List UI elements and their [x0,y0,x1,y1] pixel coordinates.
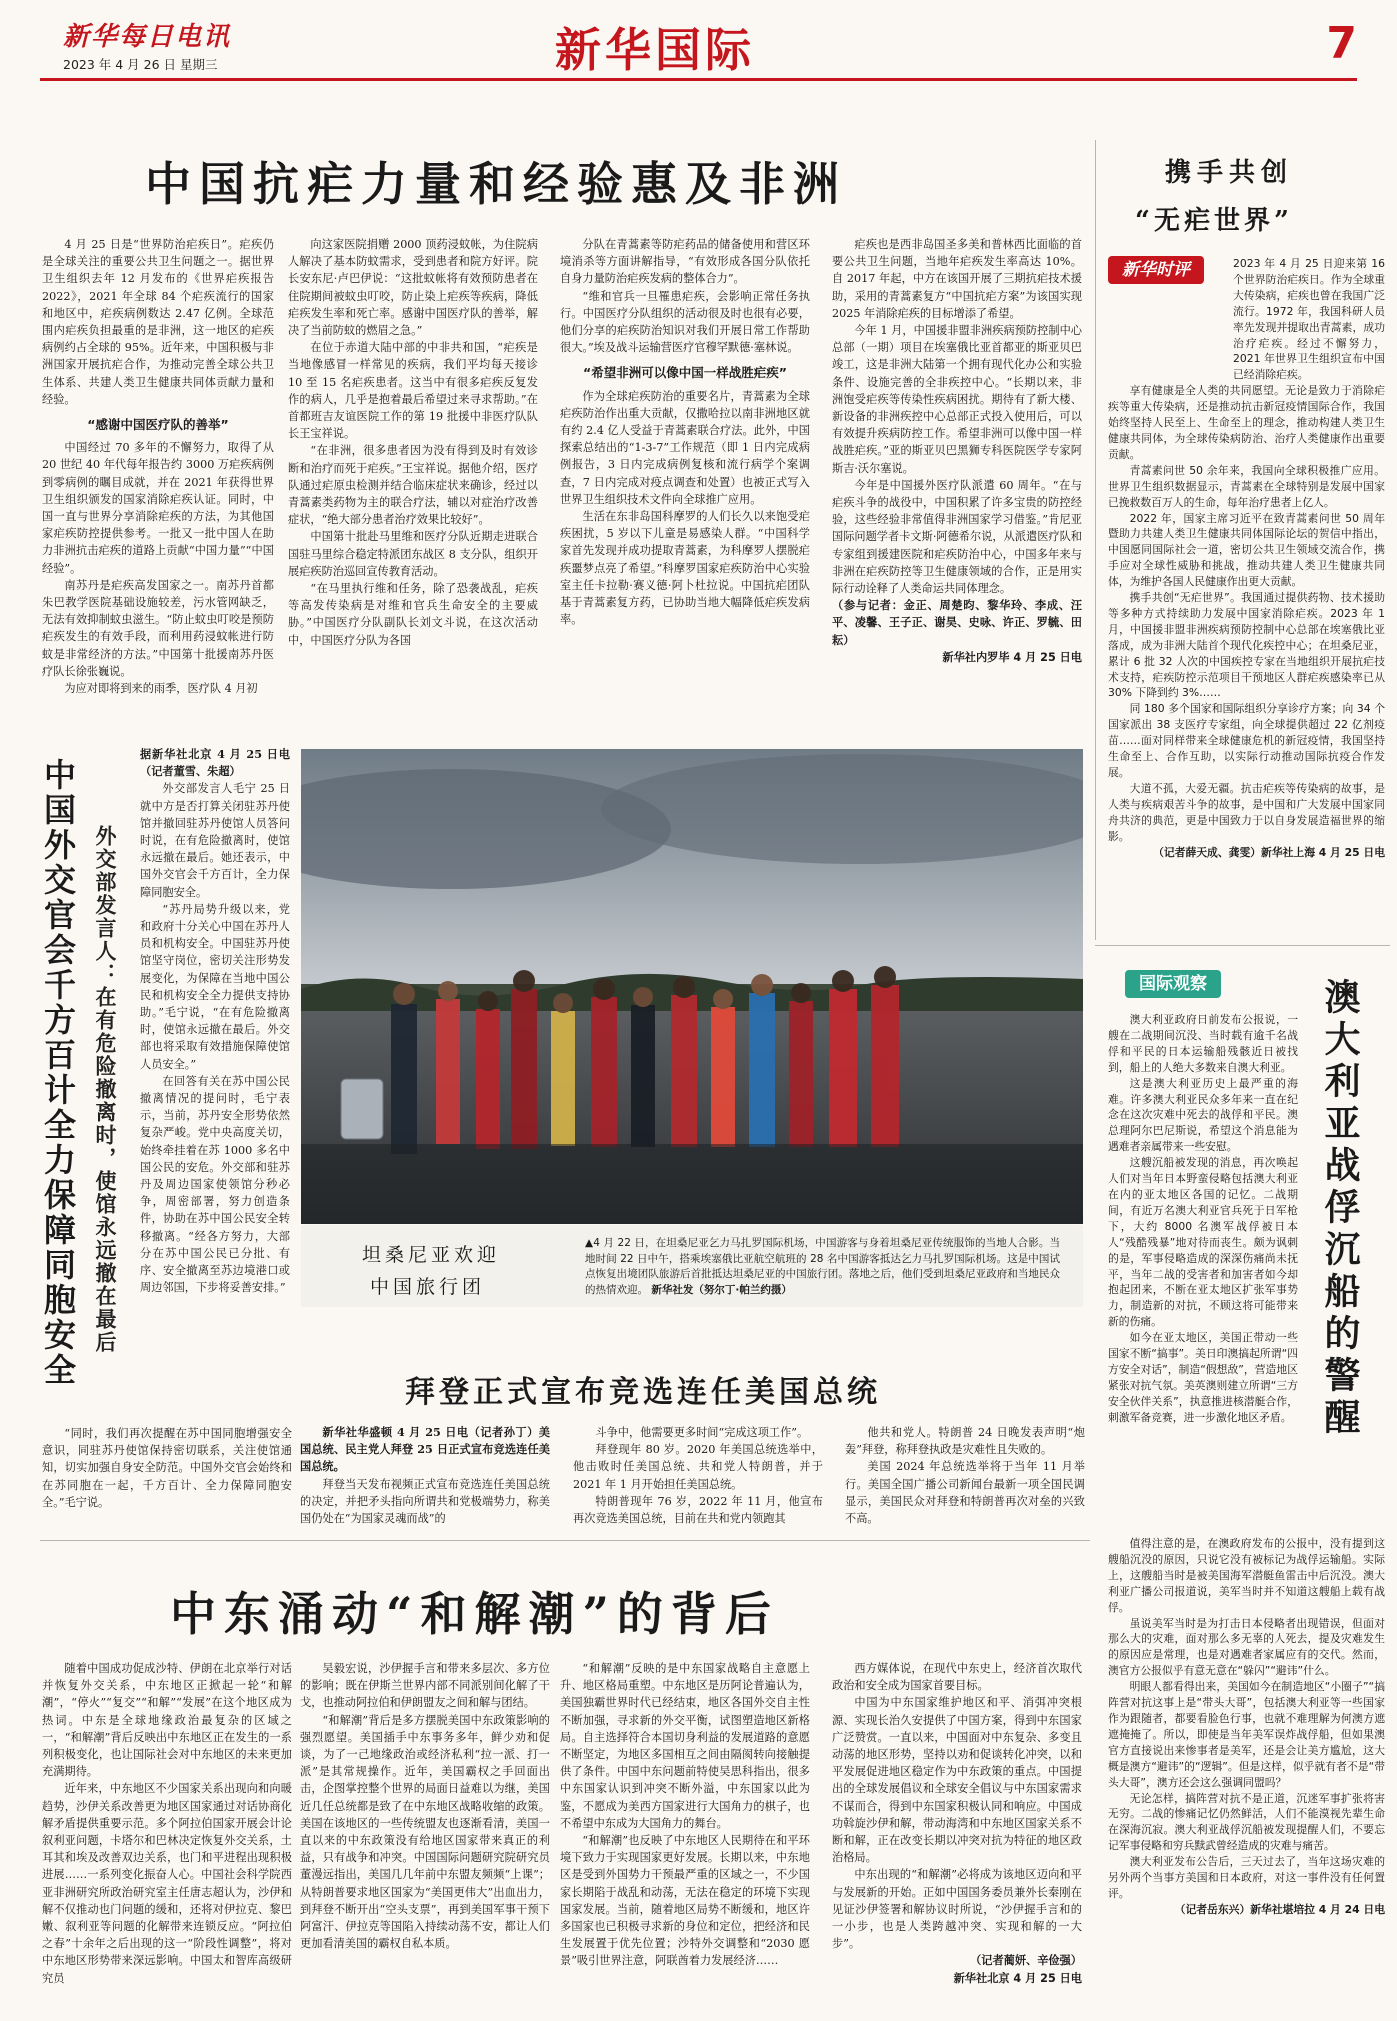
masthead-rule [40,78,1357,81]
paper-name: 新华每日电讯 [63,22,232,52]
article4-headline: 中东涌动“和解潮”的背后 [170,1587,779,1641]
article4-dateline: 新华社北京 4 月 25 日电 [953,1971,1082,1985]
article2-body: 据新华社北京 4 月 25 日电（记者董雪、朱超） 外交部发言人毛宁 25 日就中方是否打算关闭驻苏丹使馆并撤回驻苏丹使馆人员答问时说，在有危险撤离时，使馆永远撤在最后。她还表示，中国外交官会千方百计，全力保障同胞安全。 “苏丹局势升级以来，党和政府十分关心中国在苏丹人员和机构安全。中国驻苏丹使馆坚守岗位，密切关注形势发展变化，为保障在当地中国公民和机构安全全力提供支持协助。”毛宁说，“在有危险撤离时，使馆永远撤在最后。外交部也将采取有效措施保障使馆人员安全。” 在回答有关在苏中国公民撤离情况的提问时，毛宁表示，当前，苏丹安全形势依然复杂严峻。党中央高度关切，始终牵挂着在苏 1000 多名中国公民的安危。外交部和驻苏丹及周边国家使领馆分秒必争，周密部署，努力创造条件，协助在苏中国公民安全转移撤离。“经各方努力，大部分在苏中国公民已分批、有序、安全撤离至苏边境港口或周边邻国，下步将妥善安排。” [140,747,290,1295]
commentary-headline-line2: “无疟世界” [1135,206,1293,236]
photo-image [301,749,1083,1224]
article5-headline: 澳大利亚战俘沉船的警醒 [1319,978,1361,1440]
article3-col3: 他共和党人。特朗普 24 日晚发表声明“炮轰”拜登，称拜登执政是灾难性且失败的。 美国 2024 年总统选举将于当年 11 月举行。美国全国广播公司新闻台最新一项全国民调显示，美国民众对拜登和特朗普再次对垒的兴致不高。 [845,1426,1085,1526]
article1-headline: 中国抗疟力量和经验惠及非洲 [145,157,847,211]
article4-reporters: （记者蔺妍、辛俭强） [970,1954,1082,1968]
article1-col4: 疟疾也是西非岛国圣多美和普林西比面临的首要公共卫生问题，当地年疟疾发生率高达 10%。自 2017 年起，中方在该国开展了三期抗疟技术援助，采用的青蒿素复方“中国抗疟方案”为该国实现 2025 年消除疟疾的目标增添了希望。 今年 1 月，中国援非盟非洲疾病预防控制中心总部（一期）项目在埃塞俄比亚首都亚的斯亚贝巴竣工，这是非洲大陆第一个拥有现代化办公和实验条件、设施完善的全非疾控中心。“长期以来，非洲饱受疟疾等传染性疾病困扰。期待有了新大楼、新设备的非洲疾控中心总部正式投入使用后，可以有效提升疾病防控工作。希望非洲可以像中国一样战胜疟疾。”亚的斯亚贝巴黑狮专科医院医学专家阿斯吉·沃尔塞说。 今年是中国援外医疗队派遣 60 周年。“在与疟疾斗争的战役中，中国积累了许多宝贵的防控经验，这些经验非常值得非洲国家学习借鉴。”肯尼亚国际问题学者卡文斯·阿德希尔说，从派遣医疗队和专家组到援建医院和疟疾防治中心，中国多年来与非洲在疟疾防控等卫生健康领域的合作，正是用实际行动诠释了人类命运共同体理念。 （参与记者：金正、周楚昀、黎华玲、李成、汪平、凌馨、王子正、谢昊、史咏、许正、罗毓、田耘） 新华社内罗毕 4 月 25 日电 [832,236,1082,706]
article2-body-end: “同时，我们再次提醒在苏中国同胞增强安全意识，同驻苏丹使馆保持密切联系，关注使馆通知，切实加强自身安全防范。中国外交官会始终和在苏同胞在一起，千方百计、全力保障同胞安全。”毛宁说。 [42,1427,292,1509]
commentary-dateline: （记者薛天成、龚雯）新华社上海 4 月 25 日电 [1153,845,1385,859]
article1-subhead1: “感谢中国医疗队的善举” [87,417,229,433]
article2-headline: 中国外交官会千方百计全力保障同胞安全 [39,758,77,1388]
article1-col1: 4 月 25 日是“世界防治疟疾日”。疟疾仍是全球关注的重要公共卫生问题之一。据世界卫生组织去年 12 月发布的《世界疟疾报告 2022》，2021 年全球 84 个疟疾流行的国家和地区中，疟疾病例数达 2.47 亿例。全球范围内疟疾负担最重的是非洲，这一地区的疟疾病例约占全球的 95%。近年来，中国积极与非洲国家开展抗疟合作，为推动完善全球公共卫生体系、共建人类卫生健康共同体贡献力量和经验。 “感谢中国医疗队的善举” 中国经过 70 多年的不懈努力，取得了从 20 世纪 40 年代每年报告约 3000 万疟疾病例到零病例的瞩目成就，并在 2021 年获得世界卫生组织颁发的国家消除疟疾认证。同时，中国一直与世界分享消除疟疾的方法，为其他国家疟疾防控提供参考。一批又一批中国人在助力非洲抗击疟疾的道路上贡献“中国力量”“中国经验”。 南苏丹是疟疾高发国家之一。南苏丹首都朱巴教学医院基础设施较差，污水管网缺乏，无法有效抑制蚊虫滋生。“防止蚊虫叮咬是预防疟疾发生的有效手段，而利用药浸蚊帐进行防蚊是非常经济的方法。”中国第十批援南苏丹医疗队长徐张巍说。 为应对即将到来的雨季，医疗队 4 月初 [42,238,274,696]
article1-col2: 向这家医院捐赠 2000 顶药浸蚊帐，为住院病人解决了基本防蚊需求，受到患者和院方好评。院长安东尼·卢巴伊说：“这批蚊帐将有效预防患者在住院期间被蚊虫叮咬，防止染上疟疾等疾病，降低疟疾发生率和死亡率。感谢中国医疗队的善举，解决了当前防蚊的燃眉之急。” 在位于赤道大陆中部的中非共和国，“疟疾是当地像感冒一样常见的疾病，我们平均每天接诊 10 至 15 名疟疾患者。这当中有很多疟疾反复发作的病人，几乎是抱着最后希望过来寻求帮助。”在首都班吉友谊医院工作的第 19 批援中非医疗队队长王宝祥说。 “在非洲，很多患者因为没有得到及时有效诊断和治疗而死于疟疾。”王宝祥说。据他介绍，医疗队通过疟原虫检测并结合临床症状来确诊，经过以青蒿素类药物为主的联合疗法，辅以对症治疗改善症状，“绝大部分患者治疗效果比较好”。 中国第十批赴马里维和医疗分队近期走进联合国驻马里综合稳定特派团东战区 8 支分队，组织开展疟疾防治巡回宣传教育活动。 “在马里执行维和任务，除了恐袭战乱，疟疾等高发传染病是对维和官兵生命安全的主要威胁。”中国医疗分队副队长刘文斗说，在这次活动中，中国医疗分队为各国 [288,238,538,647]
page-number: 7 [1326,18,1357,69]
masthead [63,16,293,73]
issue-date: 2023 年 4 月 26 日 星期三 [63,57,218,72]
photo-tanzania-welcome [301,749,1083,1224]
section-divider-bottom [40,1540,1090,1541]
article1-subhead2: “希望非洲可以像中国一样战胜疟疾” [583,365,787,381]
article5-tag: 国际观察 [1125,970,1221,998]
column-divider [1095,140,1096,940]
article1-reporters: （参与记者：金正、周楚昀、黎华玲、李成、汪平、凌馨、王子正、谢昊、史咏、许正、罗毓、田耘） [832,598,1082,647]
article3-col1: 新华社华盛顿 4 月 25 日电（记者孙丁）美国总统、民主党人拜登 25 日正式宣布竞选连任美国总统。 拜登当天发布视频正式宣布竞选连任美国总统的决定，并把矛头指向所谓共和党极端势力，称美国仍处在“为国家灵魂而战”的 [300,1425,550,1526]
article3-col2: 斗争中，他需要更多时间“完成这项工作”。 拜登现年 80 岁。2020 年美国总统选举中，他击败时任美国总统、共和党人特朗普，并于 2021 年 1 月开始担任美国总统。 特朗普现年 76 岁，2022 年 11 月，他宣布再次竞选美国总统，目前在共和党内领跑其 [573,1426,823,1526]
photo-title-line1: 坦桑尼亚欢迎 [362,1244,501,1266]
section-title: 新华国际 [555,23,755,77]
article1-dateline: 新华社内罗毕 4 月 25 日电 [942,650,1082,664]
photo-credit: 新华社发（努尔丁·帕兰约摄） [651,1283,792,1296]
article2-byline: 据新华社北京 4 月 25 日电（记者董雪、朱超） [140,747,290,779]
commentary-body: 2023 年 4 月 25 日迎来第 16 个世界防治疟疾日。作为全球重大传染病，疟疾也曾在我国广泛流行。1972 年，我国科研人员率先发现并提取出青蒿素，成功治疗疟疾。经过不懈努力，2021 年世界卫生组织宣布中国已经消除疟疾。 享有健康是全人类的共同愿望。无论是致力于消除疟疾等重大传染病，还是推动抗击新冠疫情国际合作，我国始终坚持人民至上、生命至上的理念，推动构建人类卫生健康共同体，为全球传染病防治、治疗人类健康作出重要贡献。 青蒿素问世 50 余年来，我国向全球积极推广应用。世界卫生组织数据显示，青蒿素在全球特别是发展中国家已挽救数百万人的生命，每年治疗患者上亿人。 2022 年，国家主席习近平在致青蒿素问世 50 周年暨助力共建人类卫生健康共同体国际论坛的贺信中指出，中国愿同国际社会一道，密切公共卫生领域交流合作，携手应对全球性威胁和挑战，推动共建人类卫生健康共同体，为维护各国人民健康作出更大贡献。 携手共创“无疟世界”。我国通过提供药物、技术援助等多种方式持续助力发展中国家消除疟疾。2023 年 1 月，中国援非盟非洲疾病预防控制中心总部在埃塞俄比亚落成，成为非洲大陆首个现代化疾控中心；在坦桑尼亚，累计 6 批 32 人次的中国疾控专家在当地组织开展抗疟技术支持，疟疾防控示范项目干预地区人群疟疾感染率已从 30% 下降到约 3%…… 同 180 多个国家和国际组织分享诊疗方案；向 34 个国家派出 38 支医疗专家组，向全球提供超过 22 亿剂疫苗……面对同样带来全球健康危机的新冠疫情，我国坚持生命至上、合作互助，以实际行动推动国际抗疫合作发展。 大道不孤，大爱无疆。抗击疟疾等传染病的故事，是人类与疾病艰苦斗争的故事，是中国和广大发展中国家同舟共济的典范，更是中国致力于以自身发展造福世界的缩影。 （记者薛天成、龚雯）新华社上海 4 月 25 日电 [1108,257,1385,859]
article4-col3: “和解潮”反映的是中东国家战略自主意愿上升、地区格局重塑。中东地区是历阿论普遍认为，美国独霸世界时代已经结束，地区各国外交自主性不断加强，寻求新的外交平衡，试图塑造地区新格局。自主选择符合本国切身利益的发展道路的意愿不断坚定，为地区多国相互之间由隔阂转向接触提供了条件。中国中东问题前特使吴思科指出，很多中东国家认识到冲突不断外溢，中东国家以此为鉴，不愿成为美西方国家进行大国角力的棋子，也不希望中东成为大国角力的舞台。 “和解潮”也反映了中东地区人民期待在和平环境下致力于实现国家更好发展。长期以来，中东地区是受到外国势力干预最严重的区域之一，不少国家长期陷于战乱和动荡，无法在稳定的环境下实现国家发展。当前，随着地区局势不断缓和，地区许多国家也已积极寻求新的身位和定位，把经济和民生发展置于优先位置；沙特外交调整和“2030 愿景”吸引世界注意，阿联酋着力发展经济…… [560,1662,810,1968]
commentary-headline-line1: 携手共创 [1165,158,1294,188]
article4-col1: 随着中国成功促成沙特、伊朗在北京举行对话并恢复外交关系，中东地区正掀起一轮“和解潮”，“停火”“复交”“和解”“发展”在这个地区成为热词。中东是全球地缘政治最复杂的区域之一，“和解潮”背后反映出中东地区正在发生的一系列积极变化，也让国际社会对中东地区的未来更加充满期待。 近年来，中东地区不少国家关系出现向和向暖趋势，沙伊关系改善更为地区国家通过对话协商化解矛盾提供重要示范。多个阿拉伯国家开展会计论叙利亚问题，卡塔尔和巴林决定恢复外交关系，土耳其和埃及改善双边关系，也门和平进程出现积极进展……一系列变化振奋人心。中国社会科学院西亚非洲研究所政治研究室主任唐志超认为，沙伊和解不仅推动也门问题的缓和，还将对伊拉克、黎巴嫩、叙利亚等问题的化解带来连锁反应。“阿拉伯之春”十余年之后出现的这一“阶段性调整”，将对中东地区形势带来深远影响。中国太和智库高级研究员 [42,1662,292,1985]
article2-kicker: 外交部发言人：在有危险撤离时，使馆永远撤在最后 [93,825,118,1354]
article4-col2: 吴毅宏说，沙伊握手言和带来多层次、多方位的影响；既在伊斯兰世界内部不同派别间化解了干戈，也推动阿拉伯和伊朗盟友之间和解与团结。 “和解潮”背后是多方摆脱美国中东政策影响的强烈愿望。美国插手中东事务多年，鲜少劝和促谈，为了一己地缘政治或经济私利“拉一派、打一派”是其常规操作。近年，美国霸权之手回面出击，企图掌控整个世界的局面日益难以为继，美国近几任总统都是致了在中东地区战略收缩的政策。美国在该地区的一些传统盟友也逐渐看清，美国一直以来的中东政策没有给地区国家带来真正的利益，只有战争和冲突。中国国际问题研究院研究员董漫远指出，美国几几年前中东盟友频频“上课”；从特朗普要求地区国家为“美国更伟大”出血出力，到拜登不断开出“空头支票”，再到美国军事干预下阿富汗、伊拉克等国陷入持续动荡不安，都让人们更加看清美国的霸权自私本质。 [300,1662,550,1951]
article1-col3: 分队在青蒿素等防疟药品的储备使用和营区环境消杀等方面讲解指导，“有效形成各国分队依托自身力量防治疟疾发病的整体合力”。 “维和官兵一旦罹患疟疾，会影响正常任务执行。中国医疗分队组织的活动很及时也很有必要，他们分享的疟疾防治知识对我们开展日常工作帮助很大。”埃及战斗运输营医疗官穆罕默德·塞林说。 “希望非洲可以像中国一样战胜疟疾” 作为全球疟疾防治的重要名片，青蒿素为全球疟疾防治作出重大贡献，仅撒哈拉以南非洲地区就有约 2.4 亿人受益于青蒿素联合疗法。此外，中国探索总结出的“1-3-7”工作规范（即 1 日内完成病例报告，3 日内完成病例复核和流行病学个案调查，7 日内完成对疫点调查和处置）也被正式写入世界卫生组织技术文件向全球推广应用。 生活在东非岛国科摩罗的人们长久以来饱受疟疾困扰，5 岁以下儿童是易感染人群。“中国科学家首先发现并成功提取青蒿素，为科摩罗人摆脱疟疾噩梦点亮了希望。”科摩罗国家疟疾防治中心实验室主任卡拉勒·赛义德·阿卜杜拉说。中国抗疟团队基于青蒿素复方药，已协助当地大幅降低疟疾发病率。 [560,238,810,627]
photo-title-line2: 中国旅行团 [370,1276,486,1298]
article5-body-bottom: 值得注意的是，在澳政府发布的公报中，没有提到这艘船沉没的原因，只说它没有被标记为战俘运输船。实际上，这艘船当时是被美国海军潜艇鱼雷击中后沉没。澳大利亚广播公司报道说，美军当时并不知道这艘船上载有战俘。 虽说美军当时是为打击日本侵略者出现错误，但面对那么大的灾难，面对那么多无辜的人死去，提及灾难发生的原因应是常理，也是对遇难者家属应有的交代。然而，澳官方公报似乎有意无意在“躲闪”“避讳”什么。 明眼人都看得出来，美国如今在制造地区“小圈子”“搞阵营对抗这事上是“带头大哥”，包括澳大利亚等一些国家作为跟随者，都要看脸色行事，也就不难理解为何澳方遮遮掩掩了。所以，即使是当年美军误炸战俘船，但如果澳官方直接说出来惨事者是美军，还是会让美方尴尬，这大概是澳方“避讳”的“逻辑”。但是这样，似乎就有者不是“带头大哥”，澳方还会这么强调同盟吗？ 无论怎样，搞阵营对抗不是正道，沉迷军事扩张将害无穷。二战的惨痛记忆仍然鲜活，人们不能漠视先辈生命在深海沉寂。澳大利亚战俘沉船被发现提醒人们，不要忘记军事侵略和穷兵黩武曾经造成的灾难与痛苦。 澳大利亚发布公告后，三天过去了，当年这场灾难的另外两个当事方美国和日本政府，对这一事件没有任何置评。 （记者岳东兴）新华社堪培拉 4 月 24 日电 [1108,1537,1385,1916]
article3-headline: 拜登正式宣布竞选连任美国总统 [405,1375,881,1410]
section-divider [1095,945,1390,946]
article5-dateline: （记者岳东兴）新华社堪培拉 4 月 24 日电 [1174,1902,1385,1916]
commentary-tag: 新华时评 [1108,256,1204,284]
article4-col4: 西方媒体说，在现代中东史上，经济首次取代政治和安全成为国家首要目标。 中国为中东国家维护地区和平、消弭冲突根源、实现长治久安提供了中国方案，得到中东国家广泛赞赏。一直以来，中国面对中东复杂、多变且动荡的地区形势，坚持以劝和促谈转化冲突，以和平发展促进地区稳定作为中东政策的重点。中国提出的全球发展倡议和全球安全倡议与中东国家需求不谋而合，得到中东国家积极认同和响应。中国成功斡旋沙伊和解，带动海湾和中东地区国家关系不断和解，正在改变长期以冲突对抗为特征的地区政治格局。 中东出现的“和解潮”必将成为该地区迈向和平与发展新的开始。正如中国国务委员兼外长秦刚在见证沙伊签署和解协议时所说，“沙伊握手言和的一小步，也是人类跨越冲突、实现和解的一大步”。 （记者蔺妍、辛俭强） 新华社北京 4 月 25 日电 [832,1660,1082,2005]
photo-caption: ▲4 月 22 日，在坦桑尼亚乞力马扎罗国际机场，中国游客与身着坦桑尼亚传统服饰的当地人合影。当地时间 22 日中午，搭乘埃塞俄比亚航空航班的 28 名中国游客抵达乞力马扎罗国际机场。这是中国试点恢复出境团队旅游后首批抵达坦桑尼亚的中国旅行团。落地之后，他们受到坦桑尼亚政府和当地民众的热情欢迎。 新华社发（努尔丁·帕兰约摄） [585,1237,1060,1296]
article5-body-top: 澳大利亚政府日前发布公报说，一艘在二战期间沉没、当时载有逾千名战俘和平民的日本运输船残骸近日被找到，船上的人绝大多数来自澳大利亚。 这是澳大利亚历史上最严重的海难。许多澳大利亚民众多年来一直在纪念在这次灾难中死去的战俘和平民。澳总理阿尔巴尼斯说，希望这个消息能为遇难者亲属带来一些安慰。 这艘沉船被发现的消息，再次唤起人们对当年日本野蛮侵略包括澳大利亚在内的亚太地区各国的记忆。二战期间，有近万名澳大利亚官兵死于日军枪下，大约 8000 名澳军战俘被日本人“残酷残暴”地对待而丧生。颇为讽刺的是，军事侵略造成的深深伤痛尚未抚平，当年二战的受害者和加害者如今却抱起团来，不断在亚太地区扩张军事势力，制造新的对抗，不顾这将可能带来新的伤痛。 如今在亚太地区，美国正带动一些国家不断“搞事”。美日印澳搞起所谓“四方安全对话”，制造“假想敌”，营造地区紧张对抗气氛。美英澳则建立所谓“三方安全伙伴关系”，执意推进核潜艇合作，刺激军备竞赛，进一步激化地区矛盾。 [1108,1013,1298,1424]
